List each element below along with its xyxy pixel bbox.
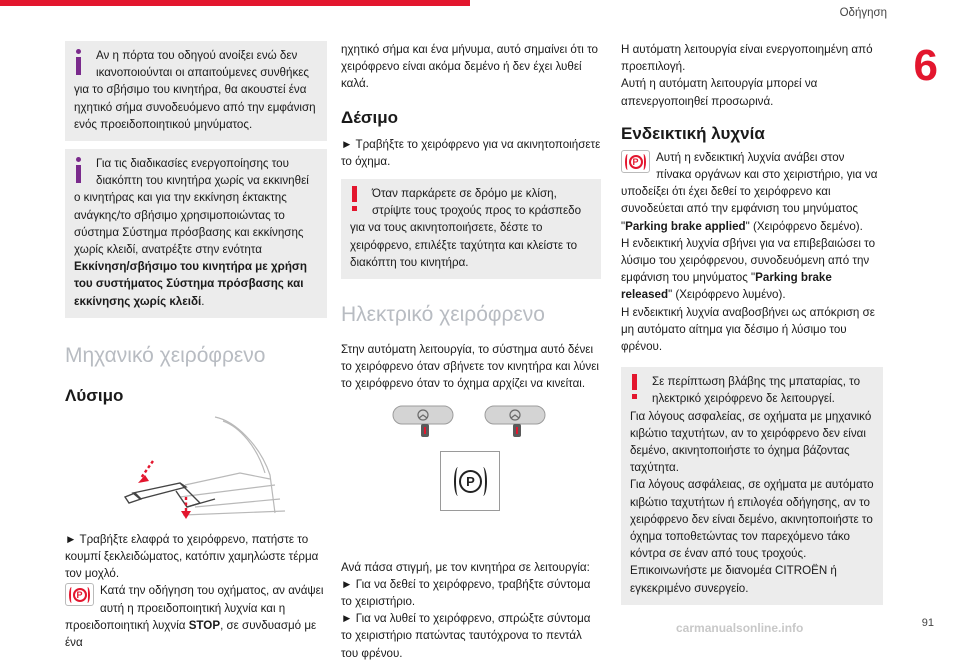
lamp-off-text: Η ενδεικτική λυχνία σβήνει για να επιβεβαιώσει το λύσιμο του χειρόφρενου, συνοδευόμενη από την εμφάνιση του μηνύματος "Parking brake released" (Χειρόφρενο λυμένο). [621, 236, 876, 302]
column-3 [621, 41, 883, 605]
driving-warning-text: P Κατά την οδήγηση του οχήματος, αν ανάψει αυτή η προειδοποιητική λυχνία και η προειδοποιητική λυχνία STOP, σε συνδυασμό με ένα [65, 584, 324, 650]
handbrake-illustration [65, 415, 327, 523]
apply-step: ► Για να δεθεί το χειρόφρενο, τραβήξτε σύντομα το χειριστήριο. [341, 577, 591, 609]
warning-contact-dealer: Επικοινωνήστε με διανομέα CITROËN ή εγκεκριμένο συνεργείο. [630, 564, 837, 595]
warning-box [621, 367, 883, 605]
electric-description: Στην αυτόματη λειτουργία, το σύστημα αυτό δένει το χειρόφρενο όταν σβήνετε τον κινητήρα και λύνει το χειρόφρενο όταν το όχημα αρχίζει να κινείται. [341, 343, 599, 391]
section-heading-mechanical: Μηχανικό χειρόφρενο [65, 343, 266, 367]
info-note: Για τις διαδικασίες ενεργοποίησης του διακόπτη του κινητήρα χωρίς να εκκινηθεί ο κινητήρας και για την εκκίνηση έκτακτης ανάγκης/το σβήσιμο χρησιμοποιώντας το σύστημα Σύστημα πρόσβασης και εκκίνησης χωρίς κλειδί, ανατρέξτε στην ενότητα Εκκίνηση/σβήσιμο του κινητήρα με χρήση του συστήματος Σύστημα πρόσβασης και εκκίνησης χωρίς κλειδί. [74, 155, 318, 310]
chapter-number: 6 [913, 41, 938, 90]
release-step: ► Για να λυθεί το χειρόφρενο, σπρώξτε σύντομα το χειριστήριο πατώντας ταυτόχρονα το πεντάλ του φρένου. [341, 612, 591, 660]
lamp-on-text: P Αυτή η ενδεικτική λυχνία ανάβει στον πίνακα οργάνων και στο χειριστήριο, για να υποδείξει ότι έχει δεθεί το χειρόφρενο και συνοδεύεται από την εμφάνιση του μηνύματος "Parking brake applied" (Χειρόφρενο δεμένο). [621, 150, 878, 233]
column-1 [65, 41, 327, 651]
operation-intro: Ανά πάσα στιγμή, με τον κινητήρα σε λειτουργία: [341, 560, 590, 574]
auto-mode-default: Η αυτόματη λειτουργία είναι ενεργοποιημένη από προεπιλογή. [621, 43, 873, 74]
warning-note: Σε περίπτωση βλάβης της μπαταρίας, το ηλεκτρικό χειρόφρενο δε λειτουργεί. [630, 373, 874, 407]
column-2 [341, 41, 601, 662]
warning-box [341, 179, 601, 279]
parking-brake-symbol-icon: P [454, 465, 487, 498]
warning-automatic-gearbox: Για λόγους ασφάλειας, σε οχήματα με αυτόματο κιβώτιο ταχυτήτων ή επιλογέα οδήγησης, αν το χειρόφρενο δεν είναι δεμένο, ακινητοποιήστε το όχημα τοποθετώντας τον παρεχόμενο τάκο κόντρα σε έναν από τους τροχούς. [630, 478, 874, 561]
top-accent-bar [0, 0, 470, 6]
info-box [65, 149, 327, 318]
lamp-flash-text: Η ενδεικτική λυχνία αναβοσβήνει ως απόκριση σε μη αυτόματο αίτημα για δέσιμο ή λύσιμο του φρένου. [621, 305, 875, 354]
release-instruction: ► Τραβήξτε ελαφρά το χειρόφρενο, πατήστε το κουμπί ξεκλειδώματος, κατόπιν χαμηλώστε τέρμα τον μοχλό. [65, 532, 319, 581]
warning-manual-gearbox: Για λόγους ασφαλείας, σε οχήματα με μηχανικό κιβώτιο ταχυτήτων, αν το χειρόφρενο δεν είναι δεμένο, ακινητοποιήστε το όχημα βάζοντας ταχύτητα. [630, 409, 872, 475]
warning-icon [346, 185, 366, 215]
warning-icon [626, 373, 646, 403]
apply-instruction: ► Τραβήξτε το χειρόφρενο για να ακινητοποιήσετε το όχημα. [341, 137, 601, 168]
parking-brake-warning-icon: P [65, 583, 94, 606]
handbrake-lever-image [65, 415, 327, 523]
parking-brake-switch[interactable] [440, 451, 500, 511]
watermark: carmanualsonline.info [676, 620, 804, 635]
subheading-warning-lamp: Ενδεικτική λυχνία [621, 123, 765, 143]
info-note: Αν η πόρτα του οδηγού ανοίξει ενώ δεν ικανοποιούνται οι απαιτούμενες συνθήκες για το σβήσιμο του κινητήρα, θα ακουστεί ένα ηχητικό σήμα συνοδευόμενο από την εμφάνιση ενός προειδοποιητικού μηνύματος. [74, 47, 318, 133]
auto-mode-disable: Αυτή η αυτόματη λειτουργία μπορεί να απενεργοποιηθεί προσωρινά. [621, 77, 818, 108]
info-icon [70, 155, 90, 185]
parking-brake-lamp-icon: P [621, 150, 650, 173]
warning-note: Όταν παρκάρετε σε δρόμο με κλίση, στρίψτε τους τροχούς προς το κράσπεδο για να τους ακινητοποιήσετε, δέστε το χειρόφρενο, επιλέξτε ταχύτητα και κλείστε το διακόπτη του κινητήρα. [350, 185, 592, 271]
running-title: Οδήγηση [839, 7, 887, 19]
subheading-apply: Δέσιμο [341, 107, 399, 127]
info-icon [70, 47, 90, 77]
page-number: 91 [921, 616, 934, 629]
section-heading-electric: Ηλεκτρικό χειρόφρενο [341, 303, 545, 327]
cross-reference-link[interactable]: Εκκίνηση/σβήσιμο του κινητήρα με χρήση του συστήματος Σύστημα πρόσβασης και εκκίνησης χωρίς κλειδί [74, 260, 307, 308]
continued-text: ηχητικό σήμα και ένα μήνυμα, αυτό σημαίνει ότι το χειρόφρενο είναι ακόμα δεμένο ή δεν έχει λυθεί καλά. [341, 43, 598, 91]
control-lever-image [341, 404, 601, 444]
subheading-release: Λύσιμο [65, 385, 124, 405]
info-box [65, 41, 327, 141]
electric-brake-illustration [341, 404, 601, 554]
